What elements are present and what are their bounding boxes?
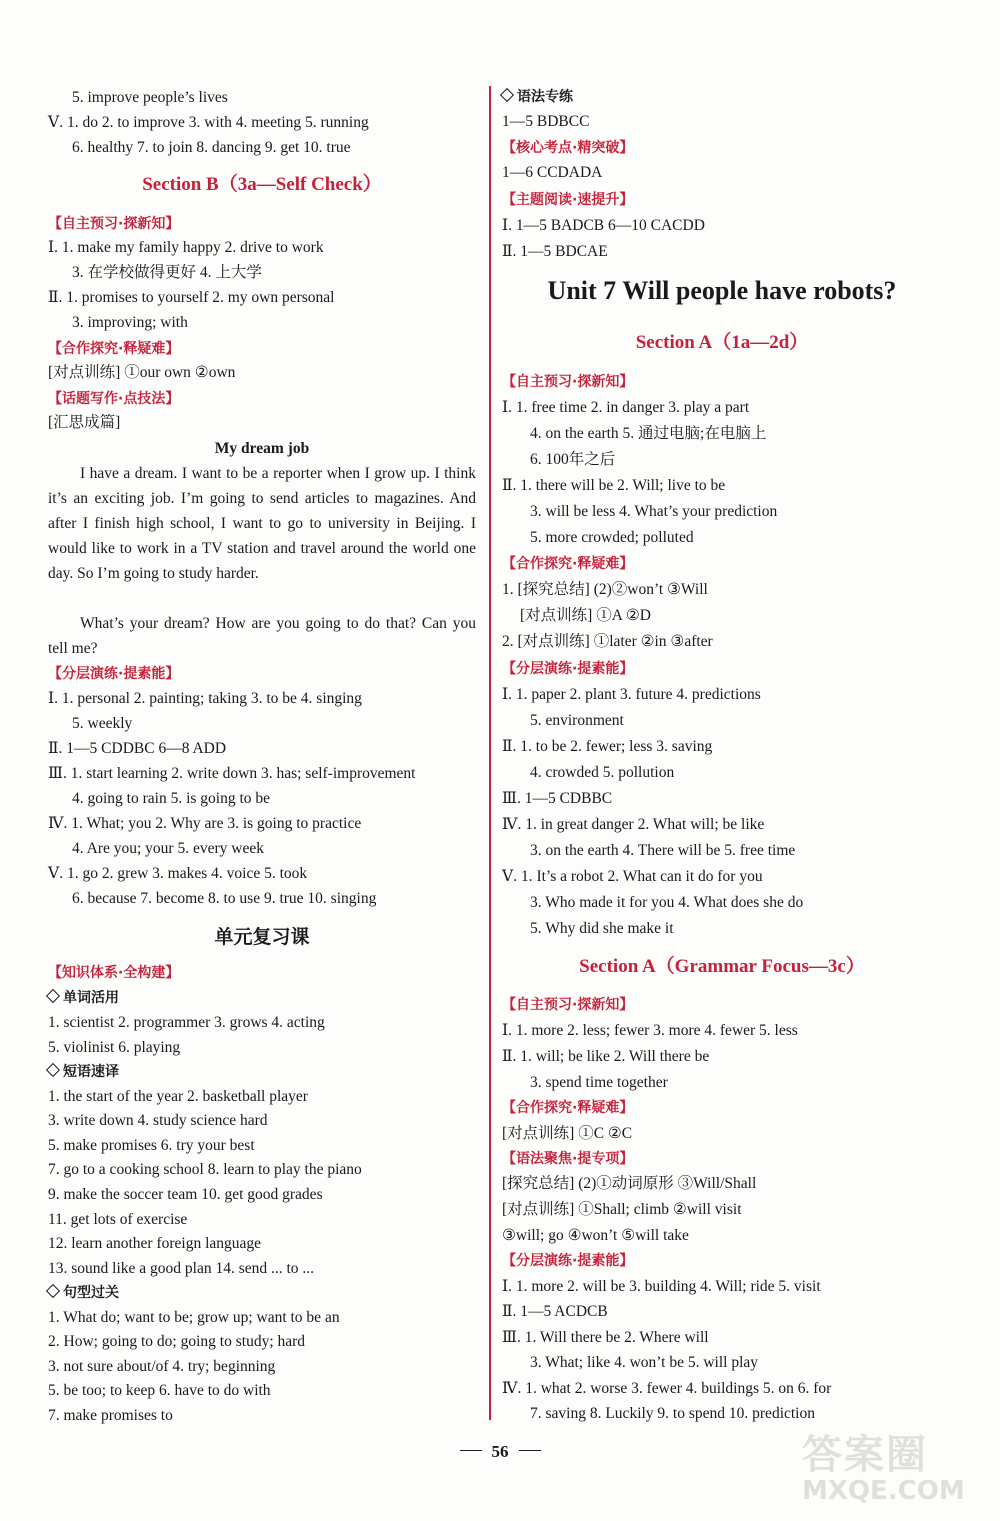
answer-line: 4. going to rain 5. is going to be [72, 790, 271, 807]
answer-line: 6. healthy 7. to join 8. dancing 9. get 10. true [72, 139, 351, 156]
answer-line: 5. Why did she make it [530, 920, 674, 937]
section-tag: 【话题写作·点技法】 [48, 391, 180, 407]
answer-line: 3. write down 4. study science hard [48, 1112, 268, 1129]
diamond-icon [46, 1063, 60, 1077]
page-number: 56 [0, 1442, 1000, 1462]
section-heading: Section A（1a—2d） [635, 332, 809, 353]
answer-line: Ⅳ. 1. What; you 2. Why are 3. is going to practice [48, 815, 362, 832]
answer-line: [对点训练] ①our own ②own [48, 364, 236, 381]
answer-line: 3. not sure about/of 4. try; beginning [48, 1358, 276, 1375]
answer-line: Ⅱ. 1. there will be 2. Will; live to be [502, 477, 726, 494]
answer-line: 5. be too; to keep 6. have to do with [48, 1382, 271, 1399]
answer-line: 2. How; going to do; going to study; hard [48, 1333, 306, 1350]
answer-line: Ⅲ. 1. start learning 2. write down 3. has; self-improvement [48, 765, 416, 782]
answer-line: Ⅱ. 1—5 ACDCB [502, 1303, 608, 1320]
diamond-icon [46, 1284, 60, 1298]
answer-line: Ⅰ. 1. free time 2. in danger 3. play a part [502, 399, 750, 416]
answer-line: 13. sound like a good plan 14. send ... to ... [48, 1260, 315, 1277]
answer-line: Ⅲ. 1. Will there be 2. Where will [502, 1329, 709, 1346]
answer-line: [探究总结] (2)①动词原形 ③Will/Shall [502, 1175, 757, 1192]
dash-decoration [460, 1450, 482, 1452]
subsection-heading: 语法专练 [502, 87, 573, 107]
answer-line: Ⅰ. 1—5 BADCB 6—10 CACDD [502, 217, 705, 234]
answer-line: 5. environment [530, 712, 624, 729]
answer-line: Ⅰ. 1. paper 2. plant 3. future 4. predictions [502, 686, 761, 703]
section-tag: 【分层演练·提素能】 [48, 666, 180, 682]
answer-line: [对点训练] ①A ②D [520, 607, 652, 624]
answer-line: 1. [探究总结] (2)②won’t ③Will [502, 581, 708, 598]
essay-paragraph: What’s your dream? How are you going to do that? Can you tell me? [48, 615, 476, 657]
answer-line: Ⅰ. 1. personal 2. painting; taking 3. to be 4. singing [48, 690, 362, 707]
section-tag: 【合作探究·释疑难】 [502, 1100, 634, 1116]
answer-line: 2. [对点训练] ①later ②in ③after [502, 633, 713, 650]
answer-line: 4. crowded 5. pollution [530, 764, 675, 781]
answer-line: 3. spend time together [530, 1074, 668, 1091]
essay-paragraph: I have a dream. I want to be a reporter when I grow up. I think it’s an exciting job. I’m going to send articles to magazines. And after I finish high school, I want to go to university in Beijing. I would like to work in a TV station and travel around the world one day. So I’m going to study harder. [48, 465, 476, 582]
section-tag: 【自主预习·探新知】 [502, 997, 634, 1013]
answer-line: Ⅱ. 1. to be 2. fewer; less 3. saving [502, 738, 713, 755]
answer-line: Ⅰ. 1. more 2. will be 3. building 4. Will; ride 5. visit [502, 1278, 821, 1295]
diamond-icon [46, 989, 60, 1003]
answer-line: 4. Are you; your 5. every week [72, 840, 264, 857]
section-heading: Section B（3a—Self Check） [142, 174, 382, 195]
essay-title: My dream job [214, 440, 310, 457]
diamond-icon [500, 88, 514, 102]
section-tag: 【自主预习·探新知】 [502, 374, 634, 390]
answer-line: 12. learn another foreign language [48, 1235, 262, 1252]
section-tag: 【主题阅读·速提升】 [502, 192, 634, 208]
answer-line: 1. What do; want to be; grow up; want to be an [48, 1309, 340, 1326]
review-heading: 单元复习课 [214, 926, 310, 948]
answer-line: Ⅱ. 1—5 BDCAE [502, 243, 608, 260]
answer-line: ③will; go ④won’t ⑤will take [502, 1227, 689, 1244]
section-heading: Section A（Grammar Focus—3c） [579, 956, 865, 977]
answer-line: Ⅳ. 1. in great danger 2. What will; be like [502, 816, 765, 833]
answer-line: 9. make the soccer team 10. get good grades [48, 1186, 323, 1203]
section-tag: 【合作探究·释疑难】 [502, 556, 634, 572]
section-tag: 【分层演练·提素能】 [502, 1253, 634, 1269]
answer-line: [对点训练] ①Shall; climb ②will visit [502, 1201, 742, 1218]
answer-line: 5. more crowded; polluted [530, 529, 694, 546]
dash-decoration [519, 1450, 541, 1452]
subsection-heading: 单词活用 [48, 988, 119, 1008]
column-divider [489, 86, 491, 1420]
answer-line: 3. Who made it for you 4. What does she do [530, 894, 804, 911]
answer-line: Ⅳ. 1. what 2. worse 3. fewer 4. buildings 5. on 6. for [502, 1380, 832, 1397]
unit-title: Unit 7 Will people have robots? [547, 276, 897, 305]
answer-line: 3. 在学校做得更好 4. 上大学 [72, 264, 262, 281]
section-tag: 【分层演练·提素能】 [502, 661, 634, 677]
answer-line: Ⅱ. 1—5 CDDBC 6—8 ADD [48, 740, 227, 757]
answer-line: [对点训练] ①C ②C [502, 1125, 633, 1142]
subsection-heading: 短语速译 [48, 1062, 119, 1082]
section-tag: 【语法聚焦·提专项】 [502, 1151, 634, 1167]
section-tag: 【自主预习·探新知】 [48, 216, 180, 232]
answer-line: 11. get lots of exercise [48, 1211, 188, 1228]
answer-line: Ⅱ. 1. promises to yourself 2. my own personal [48, 289, 335, 306]
answer-line: 7. saving 8. Luckily 9. to spend 10. prediction [530, 1405, 815, 1422]
answer-line: 1—6 CCDADA [502, 164, 603, 181]
answer-line: 3. on the earth 4. There will be 5. free time [530, 842, 796, 859]
section-tag: 【核心考点·精突破】 [502, 140, 634, 156]
subsection-heading: 句型过关 [48, 1283, 119, 1303]
section-tag: 【合作探究·释疑难】 [48, 341, 180, 357]
section-tag: 【知识体系·全构建】 [48, 965, 180, 981]
answer-line: 1. the start of the year 2. basketball player [48, 1088, 308, 1105]
answer-line: Ⅴ. 1. go 2. grew 3. makes 4. voice 5. took [48, 865, 308, 882]
answer-line: 5. violinist 6. playing [48, 1039, 181, 1056]
answer-line: 5. make promises 6. try your best [48, 1137, 255, 1154]
answer-line: Ⅰ. 1. make my family happy 2. drive to work [48, 239, 324, 256]
answer-line: 3. will be less 4. What’s your prediction [530, 503, 778, 520]
answer-line: 5. weekly [72, 715, 133, 732]
answer-line: Ⅱ. 1. will; be like 2. Will there be [502, 1048, 710, 1065]
watermark-logo: 答案圈 MXQE.COM [802, 1432, 965, 1506]
answer-line: [汇思成篇] [48, 414, 121, 431]
answer-line: Ⅰ. 1. more 2. less; fewer 3. more 4. fewer 5. less [502, 1022, 798, 1039]
answer-line: Ⅴ. 1. It’s a robot 2. What can it do for you [502, 868, 763, 885]
answer-line: 1. scientist 2. programmer 3. grows 4. acting [48, 1014, 325, 1031]
answer-line: 4. on the earth 5. 通过电脑;在电脑上 [530, 425, 767, 442]
answer-line: 3. What; like 4. won’t be 5. will play [530, 1354, 759, 1371]
answer-line: Ⅲ. 1—5 CDBBC [502, 790, 613, 807]
answer-line: 7. go to a cooking school 8. learn to play the piano [48, 1161, 362, 1178]
answer-line: 6. because 7. become 8. to use 9. true 10. singing [72, 890, 377, 907]
answer-line: 6. 100年之后 [530, 451, 616, 468]
answer-line: 1—5 BDBCC [502, 113, 590, 130]
answer-line: 3. improving; with [72, 314, 188, 331]
answer-line: 5. improve people’s lives [72, 89, 228, 106]
answer-line: 7. make promises to [48, 1407, 173, 1424]
answer-line: Ⅴ. 1. do 2. to improve 3. with 4. meeting 5. running [48, 114, 369, 131]
